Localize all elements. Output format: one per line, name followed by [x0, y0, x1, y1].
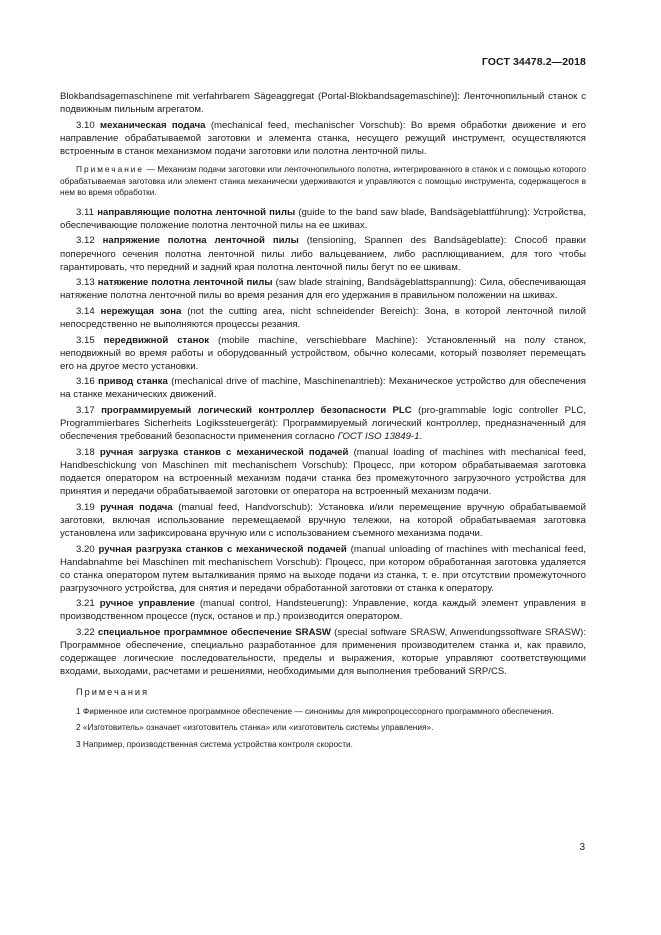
document-body — [60, 90, 586, 755]
entry-3-15: 3.15 передвижной станок (mobile machine, verschiebbare Machine): Установленный на полу станок, неподвижный во время работы и оборудованный устройством, обычно колесами, который позволяет перемещать его на другое место установки. — [60, 334, 587, 372]
term: привод станка — [98, 376, 168, 388]
term: специальное программное обеспечение SRASW — [97, 627, 331, 639]
term: ручная подача — [100, 501, 173, 513]
entry-3-17: 3.17 программируемый логический контроллер безопасности PLC (pro-grammable logic controller PLC, Programmierbares Sicherheits Logikssteuergerät): Программируемый логический контроллер, предназначенный для обеспечения требований безопасности применения согласно ГОСТ ISO 13849-1. — [60, 405, 587, 443]
notes-heading: Примечания — [76, 687, 150, 698]
continuation-paragraph: Blokbandsagemaschinene mit verfahrbarem Sägeaggregat (Portal-Blokbandsagemaschine)]: Ленточнопильный станок с подвижным пильным агрегатом. — [60, 91, 586, 116]
term: программируемый логический контроллер безопасности PLC — [101, 405, 412, 417]
page-number: 3 — [579, 842, 585, 853]
entry-3-22: 3.22 специальное программное обеспечение SRASW (special software SRASW, Anwendungssoftware SRASW): Программное обеспечение, специально разработанное для применения производителем станка и, как правило, содержащее логические последовательности, пределы и выражения, которые управляют соответствующими входами, выходами, расчетами и решениями, необходимыми для выполнения требований SRP/CS. — [60, 627, 586, 678]
term: ручная разгрузка станков с механической подачей — [98, 543, 347, 555]
term: натяжение полотна ленточной пилы — [97, 277, 273, 289]
term: ручное управление — [99, 598, 195, 610]
entry-3-10: 3.10 механическая подача (mechanical feed, mechanischer Vorschub): Во время обработки движение и его направление обрабатываемой заготовки и элемента станка, несущего режущий инструмент, осуществляются встроенным в станок механизмом подачи заготовки или полотна ленточной пилы. — [60, 119, 586, 157]
note-label: Примечание — [76, 163, 145, 174]
note-item-3: 3 Например, производственная система устройства контроля скорости. — [76, 738, 353, 749]
entry-3-11: 3.11 направляющие полотна ленточной пилы (guide to the band saw blade, Bandsägeblattführung): Устройства, обеспечивающие положение полотна ленточной пилы на ее шкивах. — [60, 206, 586, 231]
term: ручная загрузка станков с механической подачей — [99, 446, 349, 458]
page-header-standard: ГОСТ 34478.2—2018 — [481, 56, 586, 68]
entry-3-13: 3.13 натяжение полотна ленточной пилы (saw blade straining, Bandsägeblattspannung): Сила, обеспечивающая натяжение полотна ленточной пилы во время резания для его удержания в правильном положении на шкивах. — [60, 277, 586, 302]
entry-3-20: 3.20 ручная разгрузка станков с механической подачей (manual unloading of machines with mechanical feed, Handabnahme bei Maschinen mit mechanischem Vorschub): Процесс, при котором обработанная заготовка удаляется со станка оператором путем выталкивания прямо на выходе подачи из станка, т. е. при отсутствии промежуточного разгрузочного устройства, для снятия и передачи обработанной заготовки от станка к оператору. — [60, 543, 587, 594]
entry-3-16: 3.16 привод станка (mechanical drive of machine, Maschinenantrieb): Механическое устройство для обеспечения на станке механических движений. — [60, 376, 586, 401]
entry-3-14: 3.14 нережущая зона (not the cutting area, nicht schneidender Bereich): Зона, в которой ленточной пилой непосредственно не выполняются процессы резания. — [60, 305, 587, 330]
term: механическая подача — [100, 119, 206, 131]
entry-3-21: 3.21 ручное управление (manual control, Handsteuerung): Управление, когда каждый элемент управления в производственном процессе (пуск, останов и пр.) производится оператором. — [60, 598, 586, 623]
standard-reference: ГОСТ ISO 13849-1 — [337, 431, 420, 443]
entry-3-12: 3.12 напряжение полотна ленточной пилы (tensioning, Spannen des Bandsägeblatte): Способ правки поперечного сечения полотна ленточной пилы либо вальцеванием, либо расплющиванием, для того чтобы гарантировать, что передний и задний края полотна ленточной пилы бегут по ее шкивам. — [60, 235, 586, 273]
term: направляющие полотна ленточной пилы — [97, 206, 296, 218]
entry-3-18: 3.18 ручная загрузка станков с механической подачей (manual loading of machines with mechanical feed, Handbeschickung von Maschinen mit mechanischem Vorschub): Процесс, при котором обрабатываемая заготовка подается оператором на встроенный механизм подачи станка без промежуточного загрузочного устройства для принятия и передачи обрабатываемой заготовки от оператора на встроенный механизм подачи. — [60, 446, 587, 498]
note-item-2: 2 «Изготовитель» означает «изготовитель станка» или «изготовитель системы управления». — [76, 722, 434, 733]
term: передвижной станок — [103, 334, 210, 346]
term: нережущая зона — [100, 305, 182, 317]
term: напряжение полотна ленточной пилы — [102, 235, 299, 247]
note-3-10: Примечание — Механизм подачи заготовки или ленточнопильного полотна, интегрированного в станок и с помощью которого обрабатываемая заготовка или элемент станка механически удерживаются и управляются с помощью инструмента, содержащегося в нем во время обработки. — [60, 163, 586, 198]
entry-3-19: 3.19 ручная подача (manual feed, Handvorschub): Установка и/или перемещение вручную обрабатываемой заготовки, включая использование перемещаемой вручную тележки, на которой обрабатываемая заготовка установлена или зафиксирована вручную или с использованием съемного механизма подачи. — [60, 501, 586, 539]
note-item-1: 1 Фирменное или системное программное обеспечение — синонимы для микропроцессорного программного обеспечения. — [76, 705, 554, 716]
